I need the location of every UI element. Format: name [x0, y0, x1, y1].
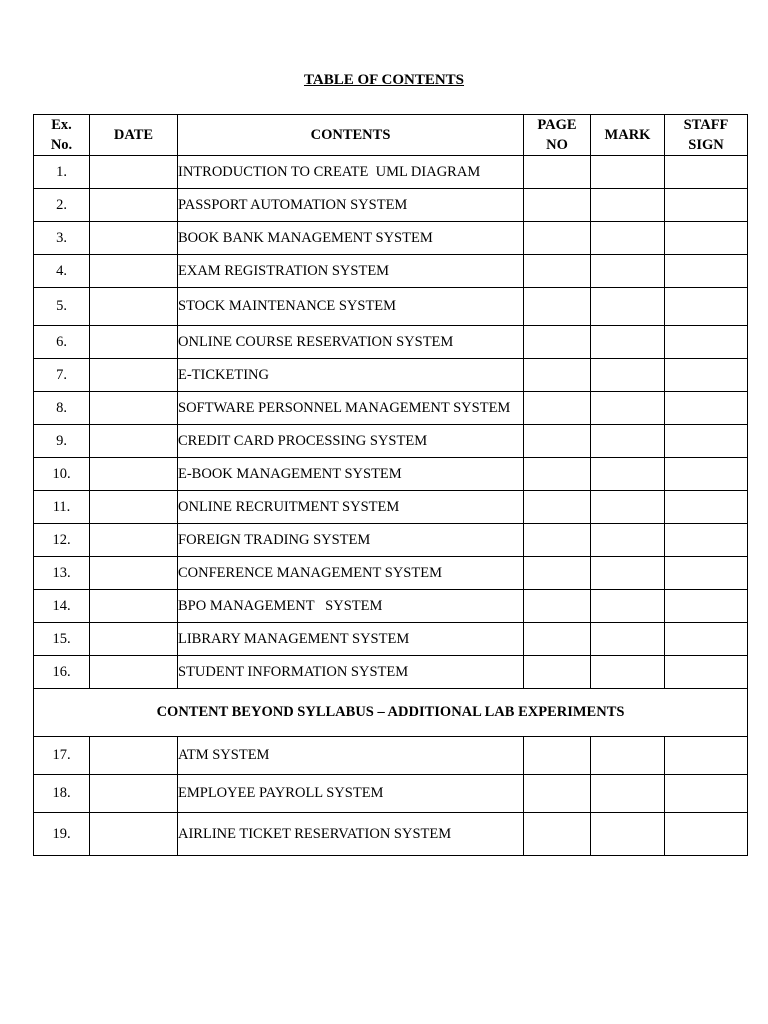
- table-row: [34, 557, 748, 590]
- table-row: [34, 491, 748, 524]
- staff-sign-cell: [665, 524, 748, 557]
- content-cell: FOREIGN TRADING SYSTEM: [178, 524, 524, 557]
- content-cell: E-BOOK MANAGEMENT SYSTEM: [178, 458, 524, 491]
- date-cell: [90, 524, 178, 557]
- mark-cell: [591, 656, 665, 689]
- content-cell: PASSPORT AUTOMATION SYSTEM: [178, 189, 524, 222]
- staff-sign-cell: [665, 557, 748, 590]
- header-mark: MARK: [591, 115, 665, 156]
- table-row: [34, 359, 748, 392]
- table-row: [34, 524, 748, 557]
- mark-cell: [591, 326, 665, 359]
- content-cell: STOCK MAINTENANCE SYSTEM: [178, 288, 524, 326]
- staff-sign-cell: [665, 737, 748, 775]
- page-no-cell: [524, 458, 591, 491]
- ex-no-cell: 15.: [34, 623, 90, 656]
- staff-sign-cell: [665, 425, 748, 458]
- page-no-cell: [524, 425, 591, 458]
- page-no-cell: [524, 392, 591, 425]
- mark-cell: [591, 255, 665, 288]
- staff-sign-cell: [665, 491, 748, 524]
- table-row: [34, 255, 748, 288]
- page-no-cell: [524, 326, 591, 359]
- ex-no-cell: 18.: [34, 775, 90, 813]
- page-no-cell: [524, 524, 591, 557]
- date-cell: [90, 189, 178, 222]
- date-cell: [90, 326, 178, 359]
- staff-sign-cell: [665, 359, 748, 392]
- staff-sign-cell: [665, 222, 748, 255]
- ex-no-cell: 6.: [34, 326, 90, 359]
- table-row: [34, 288, 748, 326]
- table-row: [34, 458, 748, 491]
- ex-no-cell: 17.: [34, 737, 90, 775]
- mark-cell: [591, 813, 665, 856]
- table-row: [34, 737, 748, 775]
- mark-cell: [591, 491, 665, 524]
- date-cell: [90, 425, 178, 458]
- content-cell: EXAM REGISTRATION SYSTEM: [178, 255, 524, 288]
- content-cell: CONFERENCE MANAGEMENT SYSTEM: [178, 557, 524, 590]
- staff-sign-cell: [665, 813, 748, 856]
- ex-no-cell: 12.: [34, 524, 90, 557]
- table-row: [34, 392, 748, 425]
- mark-cell: [591, 590, 665, 623]
- table-row: [34, 326, 748, 359]
- page-no-cell: [524, 656, 591, 689]
- content-cell: ATM SYSTEM: [178, 737, 524, 775]
- date-cell: [90, 775, 178, 813]
- ex-no-cell: 7.: [34, 359, 90, 392]
- mark-cell: [591, 189, 665, 222]
- staff-sign-cell: [665, 255, 748, 288]
- page-no-cell: [524, 590, 591, 623]
- ex-no-cell: 8.: [34, 392, 90, 425]
- mark-cell: [591, 359, 665, 392]
- ex-no-cell: 16.: [34, 656, 90, 689]
- header-page-no: PAGE NO: [524, 115, 591, 156]
- section-heading-row: [34, 689, 748, 737]
- header-date: DATE: [90, 115, 178, 156]
- page-no-cell: [524, 775, 591, 813]
- ex-no-cell: 3.: [34, 222, 90, 255]
- ex-no-cell: 5.: [34, 288, 90, 326]
- table-row: [34, 189, 748, 222]
- page-no-cell: [524, 156, 591, 189]
- mark-cell: [591, 458, 665, 491]
- page-no-cell: [524, 623, 591, 656]
- table-row: [34, 813, 748, 856]
- mark-cell: [591, 288, 665, 326]
- ex-no-cell: 2.: [34, 189, 90, 222]
- staff-sign-cell: [665, 458, 748, 491]
- ex-no-cell: 14.: [34, 590, 90, 623]
- ex-no-cell: 19.: [34, 813, 90, 856]
- header-contents: CONTENTS: [178, 115, 524, 156]
- mark-cell: [591, 737, 665, 775]
- content-cell: INTRODUCTION TO CREATE UML DIAGRAM: [178, 156, 524, 189]
- content-cell: EMPLOYEE PAYROLL SYSTEM: [178, 775, 524, 813]
- mark-cell: [591, 557, 665, 590]
- header-ex-no: Ex. No.: [34, 115, 90, 156]
- staff-sign-cell: [665, 156, 748, 189]
- content-cell: CREDIT CARD PROCESSING SYSTEM: [178, 425, 524, 458]
- date-cell: [90, 737, 178, 775]
- table-row: [34, 590, 748, 623]
- table-row: [34, 425, 748, 458]
- ex-no-cell: 9.: [34, 425, 90, 458]
- mark-cell: [591, 222, 665, 255]
- contents-table: [33, 114, 748, 856]
- staff-sign-cell: [665, 590, 748, 623]
- ex-no-cell: 13.: [34, 557, 90, 590]
- content-cell: LIBRARY MANAGEMENT SYSTEM: [178, 623, 524, 656]
- content-cell: SOFTWARE PERSONNEL MANAGEMENT SYSTEM: [178, 392, 524, 425]
- content-cell: STUDENT INFORMATION SYSTEM: [178, 656, 524, 689]
- staff-sign-cell: [665, 623, 748, 656]
- content-cell: BPO MANAGEMENT SYSTEM: [178, 590, 524, 623]
- staff-sign-cell: [665, 392, 748, 425]
- table-row: [34, 222, 748, 255]
- staff-sign-cell: [665, 288, 748, 326]
- date-cell: [90, 491, 178, 524]
- table-row: [34, 623, 748, 656]
- mark-cell: [591, 156, 665, 189]
- content-cell: E-TICKETING: [178, 359, 524, 392]
- table-row: [34, 775, 748, 813]
- mark-cell: [591, 425, 665, 458]
- page-no-cell: [524, 222, 591, 255]
- date-cell: [90, 359, 178, 392]
- header-staff-sign: STAFF SIGN: [665, 115, 748, 156]
- page-no-cell: [524, 255, 591, 288]
- page-no-cell: [524, 189, 591, 222]
- page-no-cell: [524, 813, 591, 856]
- page-no-cell: [524, 359, 591, 392]
- content-cell: BOOK BANK MANAGEMENT SYSTEM: [178, 222, 524, 255]
- date-cell: [90, 222, 178, 255]
- ex-no-cell: 1.: [34, 156, 90, 189]
- table-row: [34, 156, 748, 189]
- date-cell: [90, 557, 178, 590]
- date-cell: [90, 590, 178, 623]
- page-no-cell: [524, 288, 591, 326]
- staff-sign-cell: [665, 656, 748, 689]
- staff-sign-cell: [665, 326, 748, 359]
- page-no-cell: [524, 491, 591, 524]
- content-cell: AIRLINE TICKET RESERVATION SYSTEM: [178, 813, 524, 856]
- ex-no-cell: 10.: [34, 458, 90, 491]
- date-cell: [90, 458, 178, 491]
- staff-sign-cell: [665, 775, 748, 813]
- date-cell: [90, 623, 178, 656]
- date-cell: [90, 813, 178, 856]
- section-heading: CONTENT BEYOND SYLLABUS – ADDITIONAL LAB EXPERIMENTS: [34, 689, 748, 737]
- date-cell: [90, 156, 178, 189]
- ex-no-cell: 11.: [34, 491, 90, 524]
- mark-cell: [591, 623, 665, 656]
- table-row: [34, 656, 748, 689]
- date-cell: [90, 392, 178, 425]
- page-no-cell: [524, 737, 591, 775]
- date-cell: [90, 255, 178, 288]
- mark-cell: [591, 524, 665, 557]
- table-header-row: [34, 115, 748, 156]
- date-cell: [90, 656, 178, 689]
- page-title: TABLE OF CONTENTS: [303, 72, 465, 88]
- staff-sign-cell: [665, 189, 748, 222]
- ex-no-cell: 4.: [34, 255, 90, 288]
- date-cell: [90, 288, 178, 326]
- page-no-cell: [524, 557, 591, 590]
- mark-cell: [591, 775, 665, 813]
- mark-cell: [591, 392, 665, 425]
- content-cell: ONLINE RECRUITMENT SYSTEM: [178, 491, 524, 524]
- content-cell: ONLINE COURSE RESERVATION SYSTEM: [178, 326, 524, 359]
